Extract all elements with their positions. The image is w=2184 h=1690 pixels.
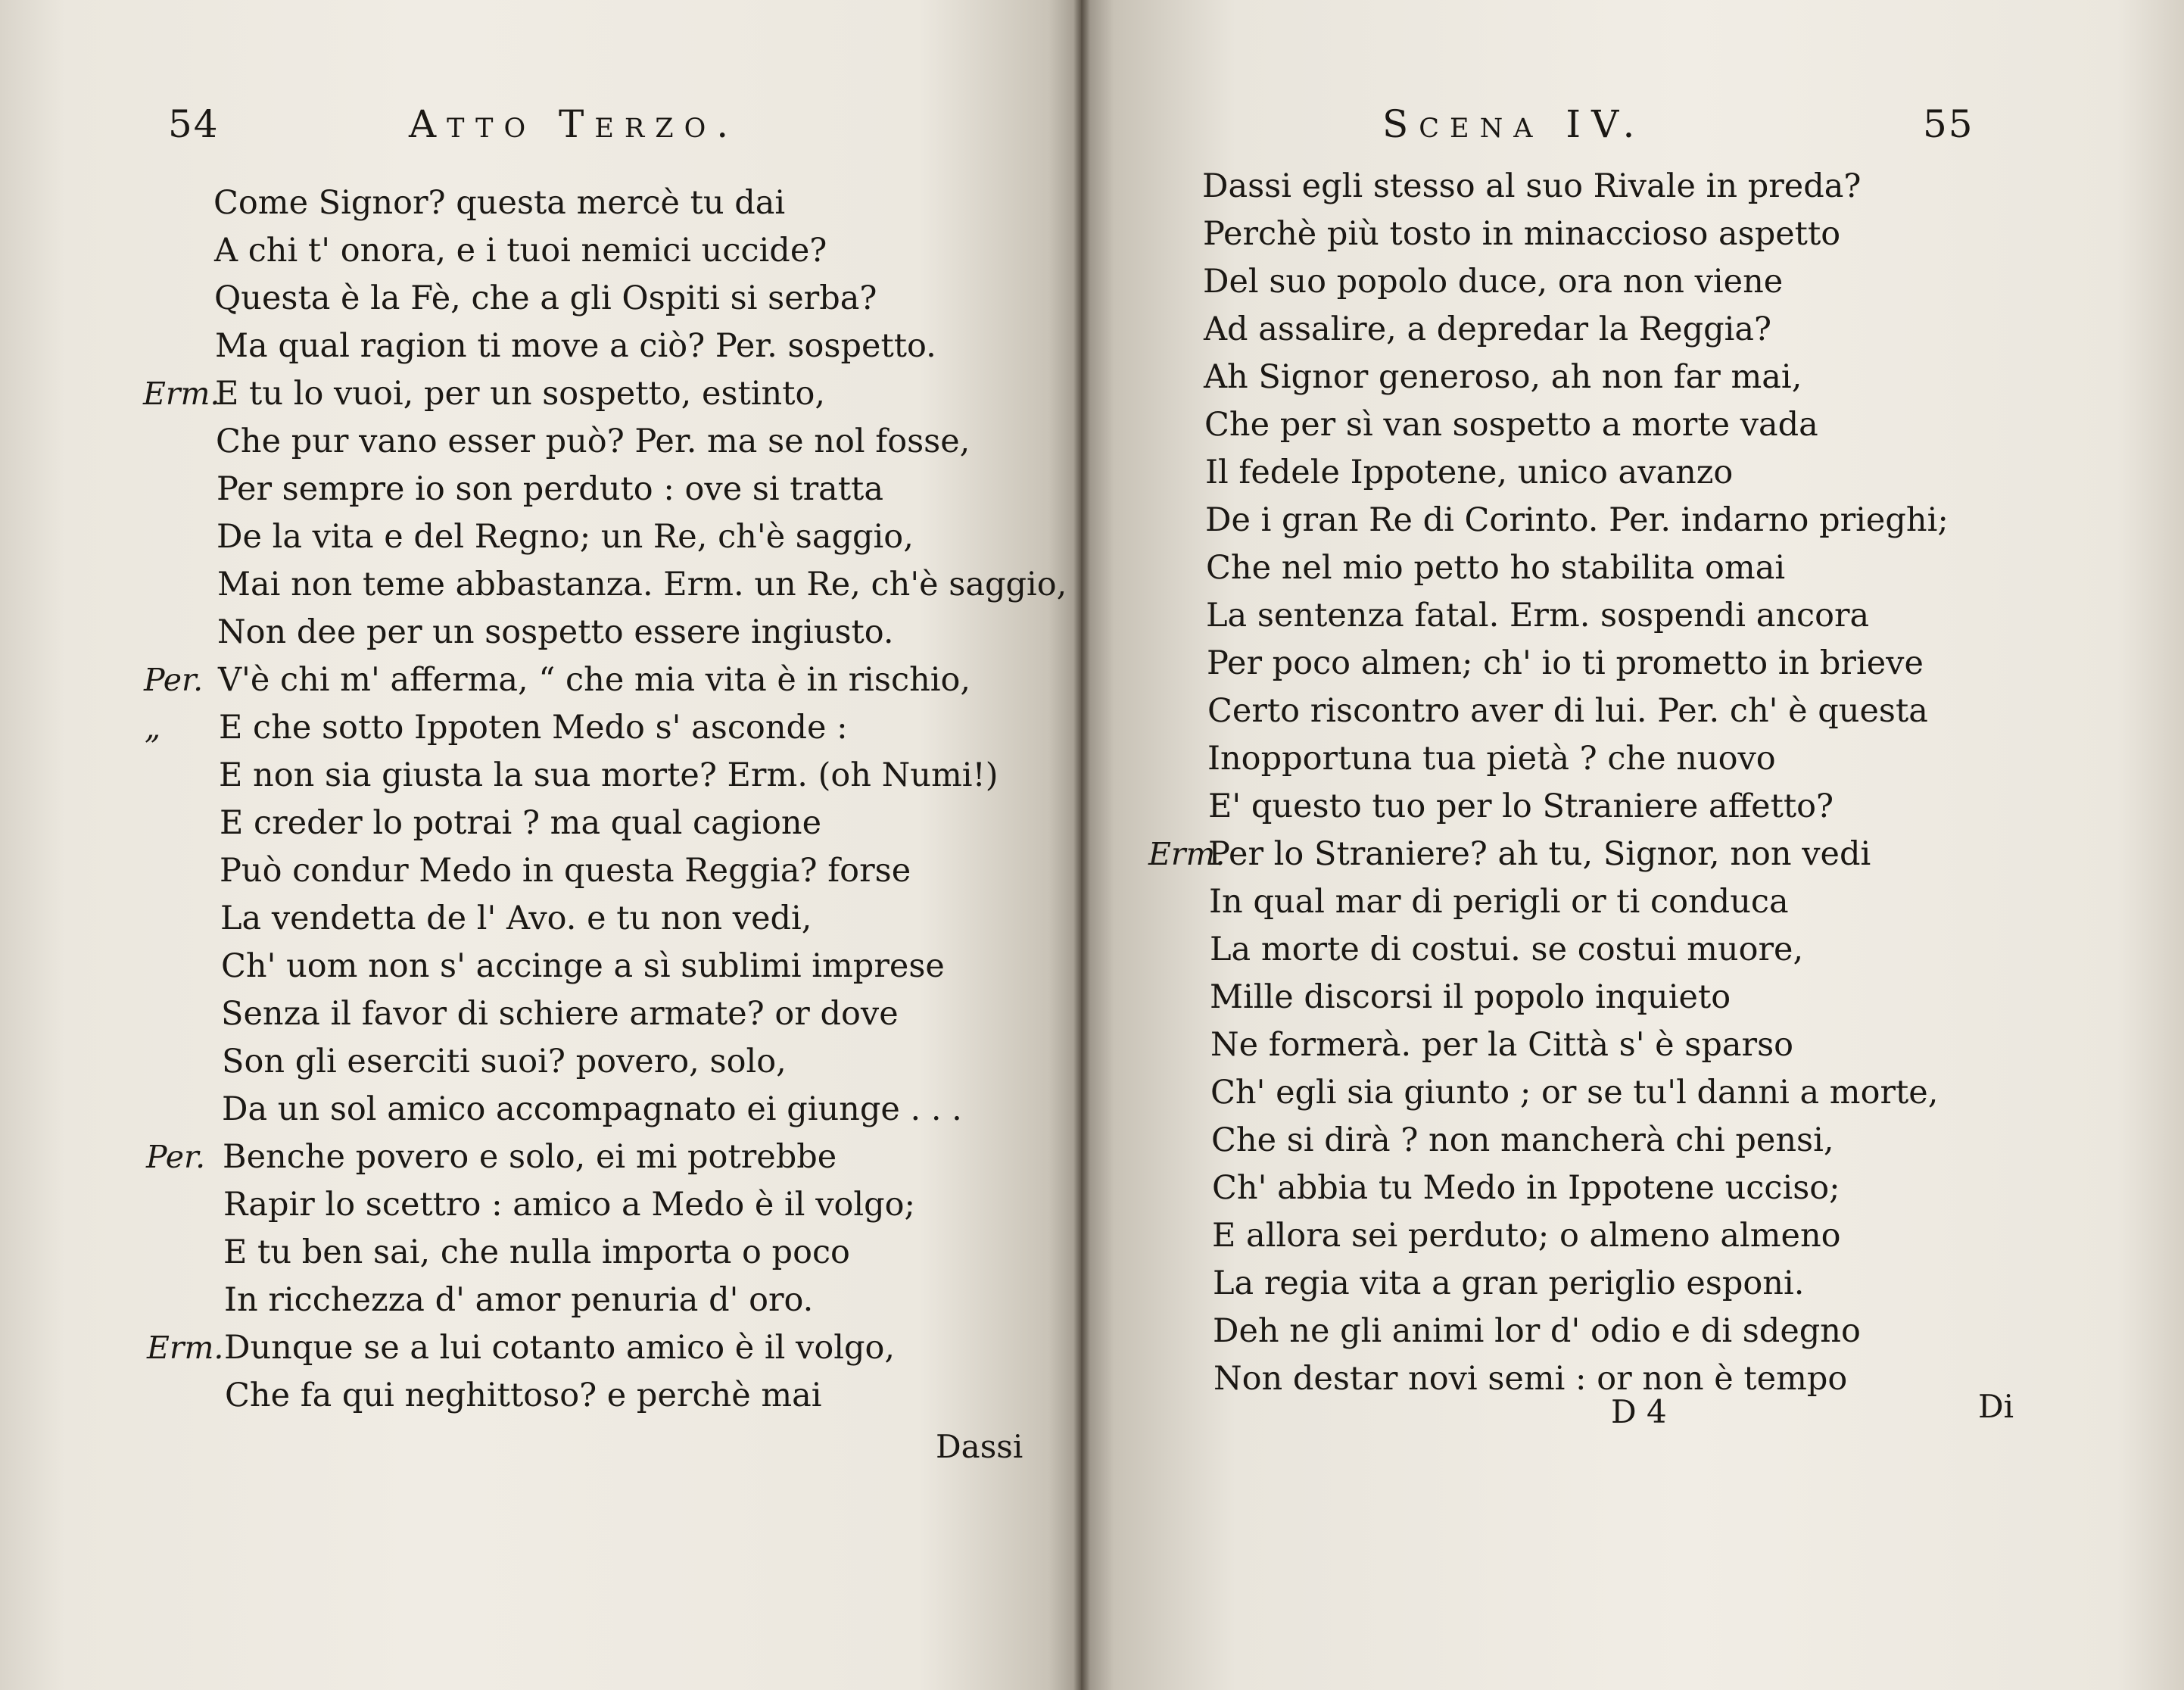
verse-line — [1081, 1212, 2184, 1260]
verse-text: E tu ben sai, che nulla importa o poco — [223, 1233, 850, 1271]
verse-line — [0, 1181, 1081, 1229]
verse-text: Mille discorsi il popolo inquieto — [1210, 978, 1731, 1016]
verse-line — [1081, 354, 2184, 401]
verse-text: Che per sì van sospetto a morte vada — [1204, 406, 1818, 444]
right-page-number: 55 — [1923, 102, 1974, 146]
verse-text: Questa è la Fè, che a gli Ospiti si serba? — [214, 279, 877, 317]
verse-line — [0, 1277, 1081, 1324]
speaker-label: Erm. — [147, 1330, 224, 1366]
right-running-head: Scena IV. — [1382, 102, 1646, 146]
speaker-label: „ — [145, 709, 161, 746]
verse-line — [0, 513, 1081, 561]
verse-line — [1081, 497, 2184, 544]
verse-line — [1081, 210, 2184, 258]
verse-text: E' questo tuo per lo Straniere affetto? — [1208, 787, 1834, 825]
verse-line — [0, 609, 1081, 656]
verse-line — [0, 370, 1081, 418]
verse-text: Rapir lo scettro : amico a Medo è il volgo; — [223, 1186, 916, 1224]
right-verse-lines — [1081, 163, 2184, 1403]
verse-text: Deh ne gli animi lor d' odio e di sdegno — [1213, 1312, 1861, 1350]
verse-text: La vendetta de l' Avo. e tu non vedi, — [220, 900, 812, 937]
verse-line — [0, 943, 1081, 990]
verse-line — [0, 275, 1081, 323]
verse-line — [1081, 544, 2184, 592]
verse-text: E che sotto Ippoten Medo s' asconde : — [219, 709, 848, 747]
verse-line — [1081, 1165, 2184, 1212]
verse-line — [1081, 640, 2184, 688]
verse-text: Che pur vano esser può? Per. ma se nol fosse, — [216, 422, 970, 460]
verse-line — [1081, 306, 2184, 354]
verse-line — [1081, 1021, 2184, 1069]
verse-text: La morte di costui. se costui muore, — [1210, 931, 1804, 968]
verse-text: Mai non teme abbastanza. Erm. un Re, ch'è saggio, — [217, 566, 1067, 603]
speaker-label: Per. — [146, 1139, 206, 1175]
verse-line — [0, 847, 1081, 895]
verse-text: Ma qual ragion ti move a ciò? Per. sospetto. — [215, 327, 936, 365]
verse-line — [0, 561, 1081, 609]
verse-line — [1081, 831, 2184, 878]
verse-line — [0, 656, 1081, 704]
verse-text: Può condur Medo in questa Reggia? forse — [220, 852, 911, 890]
verse-text: E creder lo potrai ? ma qual cagione — [220, 804, 822, 842]
verse-line — [0, 1086, 1081, 1133]
verse-line — [0, 179, 1081, 227]
verse-line — [1081, 1117, 2184, 1165]
verse-text: Che fa qui neghittoso? e perchè mai — [225, 1377, 822, 1414]
verse-line — [0, 323, 1081, 370]
verse-text: Che nel mio petto ho stabilita omai — [1206, 549, 1786, 587]
verse-line — [0, 1372, 1081, 1420]
verse-text: A chi t' onora, e i tuoi nemici uccide? — [214, 232, 827, 270]
verse-line — [1081, 1308, 2184, 1355]
verse-line — [1081, 1260, 2184, 1308]
verse-text: V'è chi m' afferma, “ che mia vita è in rischio, — [218, 661, 971, 699]
verse-text: Ne formerà. per la Città s' è sparso — [1210, 1026, 1794, 1064]
speaker-label: Erm. — [143, 376, 220, 412]
verse-line — [0, 990, 1081, 1038]
verse-text: Dassi egli stesso al suo Rivale in preda? — [1202, 167, 1862, 205]
verse-line — [0, 752, 1081, 800]
verse-text: Non destar novi semi : or non è tempo — [1214, 1360, 1848, 1398]
verse-line — [1081, 592, 2184, 640]
verse-line — [0, 227, 1081, 275]
verse-text: Inopportuna tua pietà ? che nuovo — [1207, 740, 1776, 778]
verse-line — [0, 895, 1081, 943]
left-running-head: Atto Terzo. — [409, 102, 740, 146]
book-gutter — [1073, 0, 1090, 1690]
verse-text: La regia vita a gran periglio esponi. — [1213, 1264, 1805, 1302]
verse-line — [0, 1229, 1081, 1277]
verse-line — [0, 1133, 1081, 1181]
right-catchword: Di — [1978, 1388, 2014, 1425]
verse-line — [1081, 163, 2184, 210]
left-verse-lines — [0, 179, 1081, 1420]
verse-text: Ch' egli sia giunto ; or se tu'l danni a morte, — [1210, 1074, 1939, 1112]
verse-text: Ad assalire, a depredar la Reggia? — [1204, 310, 1772, 348]
verse-text: Ch' uom non s' accinge a sì sublimi imprese — [221, 947, 945, 985]
verse-text: E non sia giusta la sua morte? Erm. (oh Numi!) — [219, 756, 999, 794]
verse-line — [1081, 449, 2184, 497]
verse-text: E tu lo vuoi, per un sospetto, estinto, — [215, 375, 826, 413]
verse-text: Del suo popolo duce, ora non viene — [1203, 263, 1784, 301]
verse-text: La sentenza fatal. Erm. sospendi ancora — [1206, 597, 1870, 635]
verse-text: Come Signor? questa mercè tu dai — [213, 184, 786, 222]
verse-line — [1081, 401, 2184, 449]
verse-text: Certo riscontro aver di lui. Per. ch' è questa — [1207, 692, 1928, 730]
verse-line — [1081, 926, 2184, 974]
verse-line — [0, 466, 1081, 513]
verse-text: Son gli eserciti suoi? povero, solo, — [222, 1043, 787, 1080]
right-signature: D 4 — [1611, 1393, 1667, 1430]
left-page-number: 54 — [168, 102, 220, 146]
verse-line — [1081, 878, 2184, 926]
verse-line — [1081, 783, 2184, 831]
verse-line — [1081, 1069, 2184, 1117]
verse-text: Ch' abbia tu Medo in Ippotene ucciso; — [1212, 1169, 1840, 1207]
verse-text: Il fedele Ippotene, unico avanzo — [1205, 454, 1734, 491]
left-catchword: Dassi — [936, 1428, 1023, 1465]
verse-line — [0, 1038, 1081, 1086]
verse-text: Per sempre io son perduto : ove si tratta — [217, 470, 883, 508]
speaker-label: Per. — [144, 662, 204, 698]
verse-text: Che si dirà ? non mancherà chi pensi, — [1211, 1121, 1834, 1159]
verse-line — [1081, 688, 2184, 735]
verse-text: Ah Signor generoso, ah non far mai, — [1204, 358, 1802, 396]
verse-text: E allora sei perduto; o almeno almeno — [1212, 1217, 1841, 1255]
verse-text: De i gran Re di Corinto. Per. indarno prieghi; — [1205, 501, 1949, 539]
verse-line — [0, 418, 1081, 466]
verse-text: Per lo Straniere? ah tu, Signor, non vedi — [1208, 835, 1871, 873]
verse-text: Non dee per un sospetto essere ingiusto. — [217, 613, 894, 651]
verse-text: Perchè più tosto in minaccioso aspetto — [1203, 215, 1841, 253]
speaker-label: Erm. — [1148, 836, 1226, 872]
verse-text: In ricchezza d' amor penuria d' oro. — [224, 1281, 814, 1319]
verse-text: Da un sol amico accompagnato ei giunge . . . — [222, 1090, 962, 1128]
verse-text: Dunque se a lui cotanto amico è il volgo, — [224, 1329, 896, 1367]
verse-line — [1081, 258, 2184, 306]
verse-line — [0, 1324, 1081, 1372]
verse-text: De la vita e del Regno; un Re, ch'è saggio, — [217, 518, 914, 556]
verse-line — [1081, 974, 2184, 1021]
right-page — [1081, 0, 2184, 1690]
verse-text: Senza il favor di schiere armate? or dove — [221, 995, 899, 1033]
verse-text: In qual mar di perigli or ti conduca — [1209, 883, 1789, 921]
verse-line — [1081, 735, 2184, 783]
verse-text: Benche povero e solo, ei mi potrebbe — [223, 1138, 837, 1176]
verse-line — [0, 800, 1081, 847]
verse-text: Per poco almen; ch' io ti prometto in brieve — [1207, 644, 1924, 682]
verse-line — [0, 704, 1081, 752]
left-page — [0, 0, 1081, 1690]
